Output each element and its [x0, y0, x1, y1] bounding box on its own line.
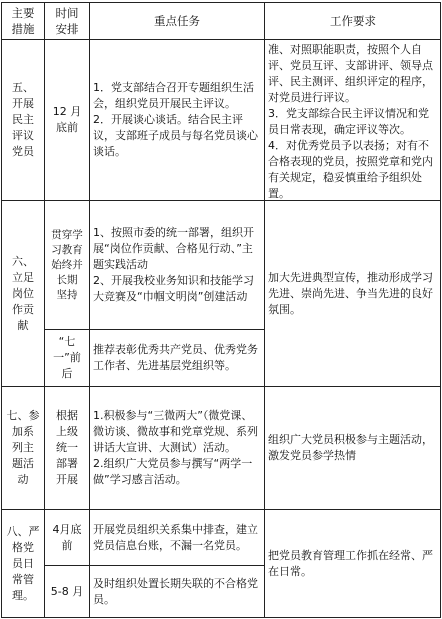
time-8b: 5-8 月 — [50, 584, 84, 598]
task-5: 1．党支部结合召开专题组织生活会，组织党员开展民主评议。 2．开展谈心谈话。结合民主评议，支部班子成员与每名党员谈心谈话。 — [93, 81, 258, 158]
task-6b: 推荐表彰优秀共产党员、优秀党务工作者、先进基层党组织等。 — [93, 343, 258, 372]
grid-line — [440, 2, 441, 618]
task-6a: 1、按照市委的统一部署，组织开展“岗位作贡献、合格见行动、”主题实践活动 2、开展我校业务知识和技能学习大竞赛及“巾帼文明岗”创建活动 — [93, 226, 254, 303]
task-7: 1.积极参与“三微两大”（微党课、微访谈、微故事和党章党规、系列讲话大宣讲、大测试）活动。 2.组织广大党员参与撰写“两学一做”学习感言活动。 — [93, 409, 258, 486]
measure-8: 八、严 格党 员日 常管 理。 — [6, 524, 40, 602]
measure-6: 六、 立足 岗位 作贡 献 — [12, 254, 34, 332]
time-6b: “七 一”前 后 — [53, 335, 81, 380]
grid-line — [44, 2, 45, 618]
grid-line — [1, 617, 441, 618]
header-time: 时间 安排 — [55, 6, 79, 36]
grid-line — [1, 2, 441, 3]
time-7: 根据 上级 统一 部署 开展 — [56, 409, 78, 486]
grid-line — [1, 200, 441, 201]
requirement-5: 准、对照职能职责，按照个人自评、党员互评、支部讲评、领导点评、民主测评、组织评定的程序，对党员进行评议。 3．党支部综合民主评议情况和党员日常表现，确定评议等次。 4．对优秀党员予以表扬；对有不合格表现的党员，按照党章和党内有关规定，稳妥慎重给予组织处置。 — [268, 43, 433, 200]
header-measures: 主要 措施 — [11, 6, 35, 36]
grid-line — [44, 329, 264, 330]
time-8a: 4月底 前 — [52, 522, 82, 552]
measure-5: 五、 开展 民主 评议 党员 — [12, 81, 34, 158]
task-8b: 及时组织处置长期失联的不合格党员。 — [93, 576, 258, 606]
requirement-7: 组织广大党员积极参与主题活动，激发党员参学热情 — [268, 433, 433, 462]
task-8a: 开展党员组织关系集中排查，建立党员信息台账，不漏一名党员。 — [93, 522, 258, 552]
grid-line — [1, 386, 441, 387]
grid-line — [89, 2, 90, 618]
header-tasks: 重点任务 — [154, 14, 200, 28]
grid-line — [264, 2, 265, 618]
requirement-6: 加大先进典型宣传，推动形成学习先进、崇尚先进、争当先进的良好氛围。 — [268, 270, 433, 316]
grid-line — [1, 2, 2, 618]
requirement-8: 把党员教育管理工作抓在经常、严在日常。 — [268, 548, 433, 578]
grid-line — [44, 565, 264, 566]
grid-line — [1, 509, 441, 510]
measure-7: 七、参 加系 列主 题活 动 — [6, 409, 40, 486]
time-6a: 贯穿学 习教育 始终并 长期 坚持 — [51, 228, 83, 301]
grid-line — [1, 39, 441, 40]
header-requirements: 工作要求 — [330, 14, 376, 28]
time-5: 12 月 底前 — [52, 105, 82, 134]
